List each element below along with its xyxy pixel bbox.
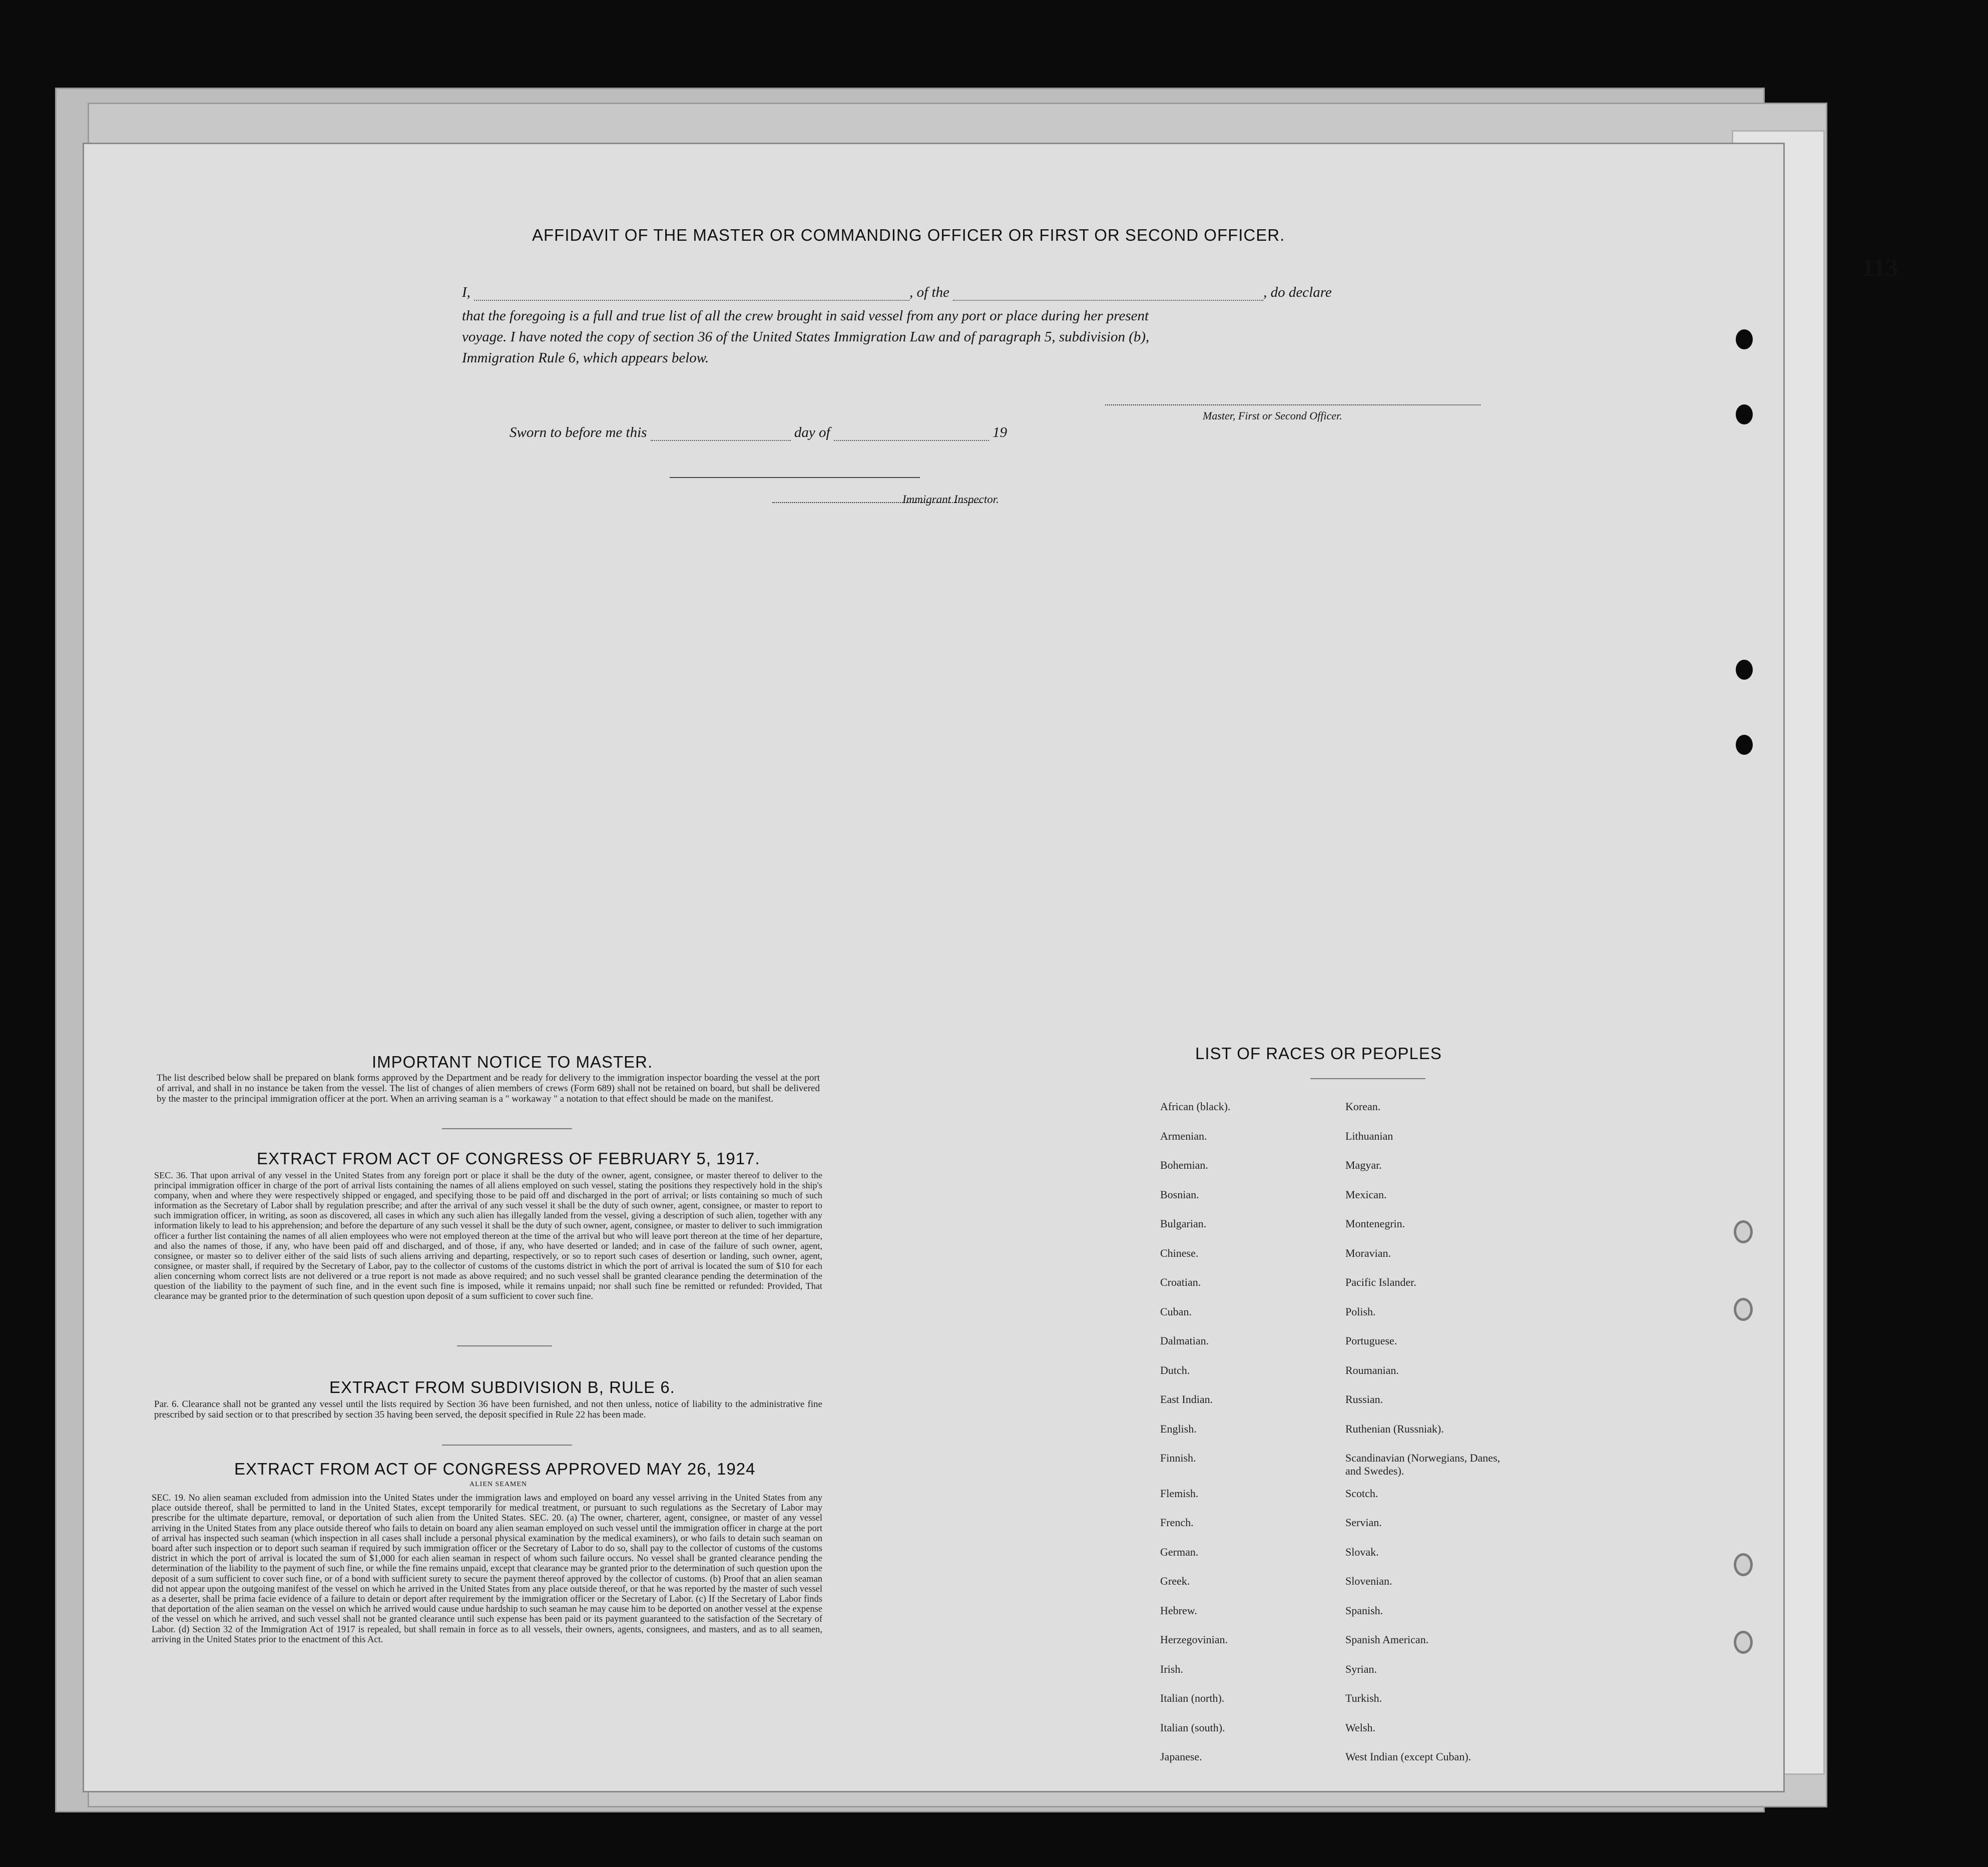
race-item: Japanese. — [1160, 1750, 1202, 1763]
sworn-year: 19 — [992, 424, 1008, 440]
extract-1924-subtitle: ALIEN SEAMEN — [469, 1481, 528, 1488]
race-item: Flemish. — [1160, 1487, 1199, 1500]
race-item: Mexican. — [1345, 1188, 1387, 1201]
race-item: Moravian. — [1345, 1246, 1391, 1259]
extract-1917-title: EXTRACT FROM ACT OF CONGRESS OF FEBRUARY 5, 1917. — [257, 1149, 760, 1168]
race-item: Spanish American. — [1345, 1633, 1429, 1646]
race-item: Slovak. — [1345, 1545, 1379, 1558]
race-item: Bulgarian. — [1160, 1217, 1207, 1230]
notice-text: The list described below shall be prepared on blank forms approved by the Department and be ready for delivery to the immigration inspector boarding the vessel at the port of arrival, and shall in no instance be taken from the vessel. The list of changes of alien members of crews (Form 689) shall not be retained on board, but shall be delivered by the master to the principal immigration officer at the port. When an arriving seaman is a " workaway " a notation to that effect should be made on the manifest. — [157, 1073, 820, 1104]
master-signature-line[interactable] — [1105, 404, 1480, 405]
race-item: Bosnian. — [1160, 1188, 1199, 1201]
race-item: Pacific Islander. — [1345, 1276, 1416, 1288]
extract-rule6-divider — [442, 1445, 572, 1446]
extract-1924-text: SEC. 19. No alien seaman excluded from admission into the United States under the immigration laws and employed on board any vessel arriving in the United States from any place outside thereof, shall be permitted to land in the United States, except temporarily for medical treatment, or pursuant to such regulations as the Secretary of Labor may prescribe for the ultimate departure, removal, or deportation of such alien from the United States. SEC. 20. (a) The owner, charterer, agent, consignee, or master of any vessel arriving in the United States from any place outside thereof who fails to detain on board any alien seaman employed on such vessel until the immigration officer in charge at the port of arrival has inspected such seaman (which inspection in all cases shall include a personal physical examination by the medical examiners), or who fails to detain such seaman on board after such inspection or to deport such seaman if required by such immigration officer or the Secretary of Labor to do so, shall pay to the collector of customs of the customs district in which the port of arrival is located the sum of $1,000 for each alien seaman in respect of whom such failure occurs. No vessel shall be granted clearance pending the determination of the liability to the payment of such fine, or while the fine remains unpaid, except that clearance may be granted prior to the determination of such question upon the deposit of a sum sufficient to cover such fine, or of a bond with sufficient surety to secure the payment thereof approved by the collector of customs. (b) Proof that an alien seaman did not appear upon the outgoing manifest of the vessel on which he arrived in the United States from any place outside thereof, or that he was reported by the master of such vessel as a deserter, shall be prima facie evidence of a failure to detain or deport after requirement by the immigration officer or the Secretary of Labor. (c) If the Secretary of Labor finds that deportation of the alien seaman on the vessel on which he arrived would cause undue hardship to such seaman he may cause him to be deported on another vessel at the expense of the vessel on which he arrived, and such vessel shall not be granted clearance until such expense has been paid or its payment guaranteed to the satisfaction of the Secretary of Labor. (d) Section 32 of the Immigration Act of 1917 is repealed, but shall remain in force as to all vessels, their owners, agents, consignees, and masters, and as to all seamen, arriving in the United States prior to the enactment of this Act. — [152, 1493, 822, 1645]
race-item: West Indian (except Cuban). — [1345, 1750, 1471, 1763]
races-divider — [1310, 1078, 1425, 1079]
notice-divider — [442, 1128, 572, 1129]
race-item: Ruthenian (Russniak). — [1345, 1422, 1444, 1435]
race-item: Italian (north). — [1160, 1692, 1225, 1704]
race-item: Servian. — [1345, 1516, 1382, 1529]
race-item: Scotch. — [1345, 1487, 1378, 1500]
race-item: Korean. — [1345, 1100, 1381, 1113]
race-item: Russian. — [1345, 1393, 1383, 1406]
race-item: Greek. — [1160, 1575, 1190, 1587]
race-item: Italian (south). — [1160, 1721, 1225, 1734]
race-item: African (black). — [1160, 1100, 1231, 1113]
race-item: Polish. — [1345, 1305, 1376, 1318]
race-item: Lithuanian — [1345, 1129, 1393, 1142]
race-item: Croatian. — [1160, 1276, 1201, 1288]
race-item: Herzegovinian. — [1160, 1633, 1228, 1646]
race-item: Hebrew. — [1160, 1604, 1197, 1617]
extract-1917-divider — [457, 1345, 552, 1346]
race-item: Magyar. — [1345, 1159, 1382, 1171]
race-item: Dutch. — [1160, 1363, 1190, 1376]
notice-title: IMPORTANT NOTICE TO MASTER. — [372, 1053, 653, 1071]
race-item: East Indian. — [1160, 1393, 1213, 1406]
affidavit-declaration — [462, 284, 1332, 301]
binder-ring — [1734, 1220, 1753, 1243]
extract-rule6-text: Par. 6. Clearance shall not be granted any vessel until the lists required by Section 36 have been furnished, and not then unless, notice of liability to the administrative fine prescribed by said section or to that prescribed by section 35 having been served, the deposit specified in Rule 22 has been made. — [154, 1399, 822, 1420]
declarant-name-field[interactable] — [474, 300, 909, 301]
race-item: Scandinavian (Norwegians, Danes, and Swedes). — [1345, 1452, 1501, 1477]
declare-of-the: , of the — [909, 284, 949, 300]
extract-rule6-title: EXTRACT FROM SUBDIVISION B, RULE 6. — [329, 1378, 675, 1396]
binder-hole — [1736, 329, 1753, 349]
sworn-day-field[interactable] — [651, 440, 791, 441]
race-item: French. — [1160, 1516, 1194, 1529]
vessel-name-field[interactable] — [953, 300, 1263, 301]
race-item: Montenegrin. — [1345, 1217, 1405, 1230]
race-item: Chinese. — [1160, 1246, 1199, 1259]
form-page — [83, 143, 1785, 1792]
affidavit-body — [462, 305, 1149, 368]
page-number: 113 — [1862, 253, 1898, 281]
race-item: Finnish. — [1160, 1452, 1196, 1464]
declare-i: I, — [462, 284, 470, 300]
sworn-month-field[interactable] — [834, 440, 989, 441]
inspector-label: Immigrant Inspector. — [902, 493, 999, 506]
races-title: LIST OF RACES OR PEOPLES — [1195, 1044, 1442, 1063]
race-item: Dalmatian. — [1160, 1334, 1209, 1347]
race-item: Welsh. — [1345, 1721, 1375, 1734]
race-item: German. — [1160, 1545, 1199, 1558]
binder-ring — [1734, 1553, 1753, 1576]
race-item: Portuguese. — [1345, 1334, 1397, 1347]
affidavit-body-line-2: voyage. I have noted the copy of section 36 of the United States Immigration Law and of paragraph 5, subdivision (b), — [462, 329, 1150, 345]
extract-1924-title: EXTRACT FROM ACT OF CONGRESS APPROVED MAY 26, 1924 — [234, 1460, 756, 1478]
affidavit-title: AFFIDAVIT OF THE MASTER OR COMMANDING OFFICER OR FIRST OR SECOND OFFICER. — [532, 226, 1285, 244]
race-item: English. — [1160, 1422, 1197, 1435]
race-item: Turkish. — [1345, 1692, 1382, 1704]
sworn-line — [510, 424, 1007, 441]
binder-ring — [1734, 1631, 1753, 1654]
race-item: Cuban. — [1160, 1305, 1192, 1318]
master-signature-label: Master, First or Second Officer. — [1203, 409, 1342, 422]
binder-ring — [1734, 1298, 1753, 1321]
binder-hole — [1736, 660, 1753, 680]
race-item: Bohemian. — [1160, 1159, 1208, 1171]
race-item: Irish. — [1160, 1662, 1183, 1675]
extract-1917-text: SEC. 36. That upon arrival of any vessel in the United States from any foreign port or place it shall be the duty of the owner, agent, consignee, or master thereof to deliver to the principal immigration officer in charge of the port of arrival lists containing the names of all aliens employed on such vessel, stating the positions they respectively hold in the ship's company, when and where they were respectively shipped or engaged, and specifying those to be paid off and discharged in the port of arrival; or lists containing so much of such information as the Secretary of Labor shall by regulation prescribe; and after the arrival of any such vessel it shall be the duty of such owner, agent, consignee, or master to report to such immigration officer, in writing, as soon as discovered, all cases in which any such alien has illegally landed from the vessel, giving a description of such alien, together with any information likely to lead to his apprehension; and before the departure of any such vessel it shall be the duty of such owner, agent, consignee, or master to deliver to such immigration officer a further list containing the names of all alien employees who were not employed thereon at the time of the arrival but who will leave port thereon at the time of her departure, and also the names of those, if any, who have been paid off and discharged, and of those, if any, who have deserted or landed; and in case of the failure of such owner, agent, consignee, or master so to deliver either of the said lists of such aliens arriving and departing, respectively, or so to report such cases of desertion or landing, such owner, agent, consignee, or master shall, if required by the Secretary of Labor, pay to the collector of customs of the customs district in which the port of arrival is located the sum of $10 for each alien concerning whom correct lists are not delivered or a true report is not made as above required; and no such vessel shall be granted clearance pending the determination of the question of the liability to the payment of such fine, and in the event such fine is imposed, while it remains unpaid; nor shall such fine be remitted or refunded: Provided, That clearance may be granted prior to the determination of such question upon deposit of a sum sufficient to cover such fine. — [154, 1170, 822, 1301]
race-item: Spanish. — [1345, 1604, 1383, 1617]
declare-end: , do declare — [1263, 284, 1332, 300]
affidavit-body-line-3: Immigration Rule 6, which appears below. — [462, 350, 709, 366]
race-item: Roumanian. — [1345, 1363, 1399, 1376]
binder-hole — [1736, 735, 1753, 755]
binder-hole — [1736, 404, 1753, 424]
race-item: Syrian. — [1345, 1662, 1377, 1675]
inspector-signature-line[interactable] — [670, 477, 920, 478]
race-item: Armenian. — [1160, 1129, 1207, 1142]
affidavit-body-line-1: that the foregoing is a full and true list of all the crew brought in said vessel from any port or place during her present — [462, 308, 1149, 324]
sworn-day-of: day of — [794, 424, 830, 440]
race-item: Slovenian. — [1345, 1575, 1392, 1587]
sworn-prefix: Sworn to before me this — [510, 424, 647, 440]
